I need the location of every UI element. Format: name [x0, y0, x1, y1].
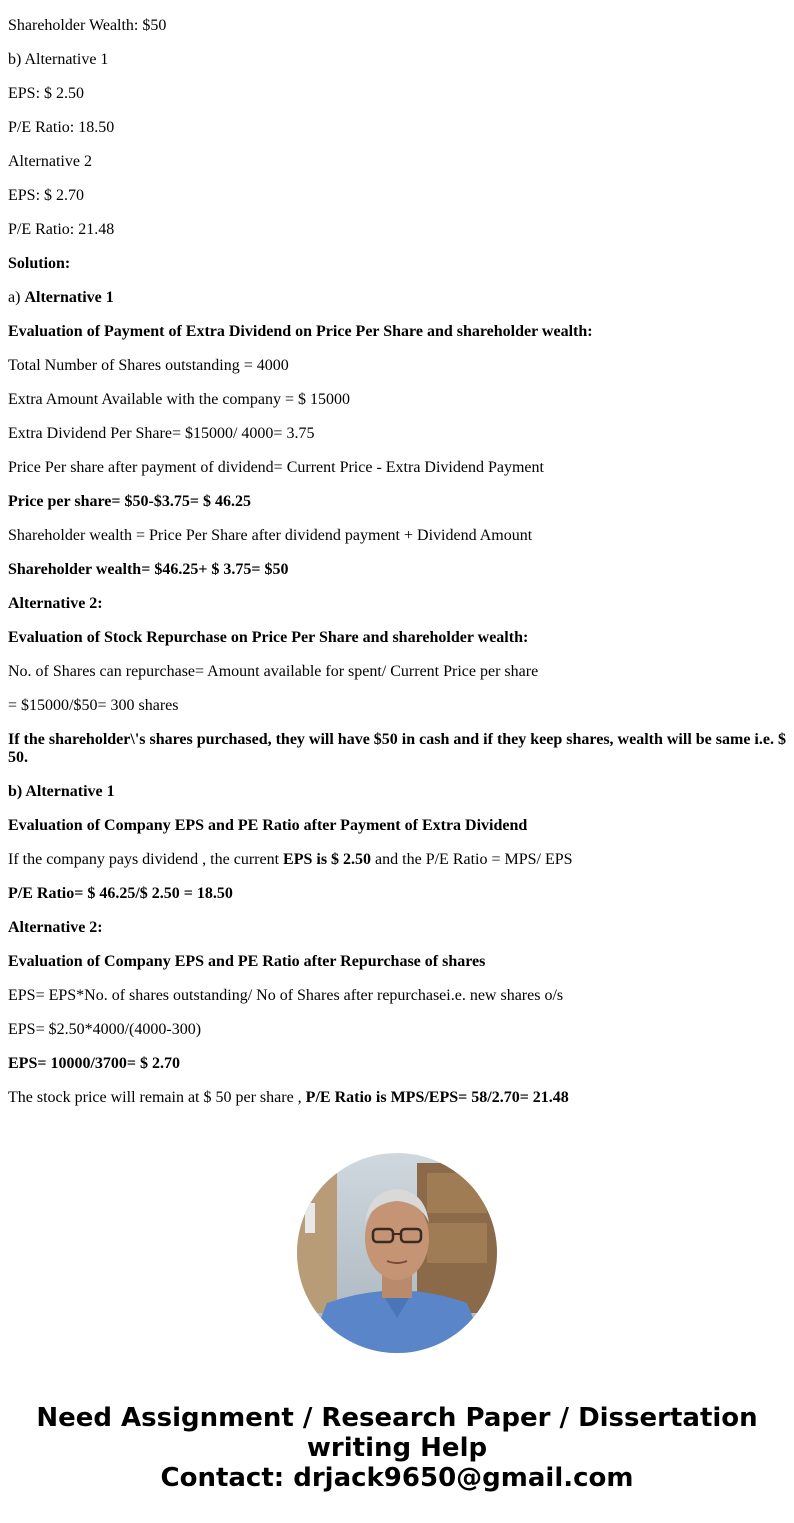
text-line: Shareholder Wealth: $50 — [8, 17, 167, 34]
text-line: Alternative 2 — [8, 153, 92, 170]
text-line: EPS= $2.50*4000/(4000-300) — [8, 1021, 202, 1038]
section-heading: Evaluation of Payment of Extra Dividend on Price Per Share and shareholder wealth: — [8, 323, 593, 340]
text-line: EPS: $ 2.70 — [8, 187, 85, 204]
result-line: Shareholder wealth= $46.25+ $ 3.75= $50 — [8, 561, 289, 578]
text-span: The stock price will remain at $ 50 per share , — [8, 1089, 306, 1106]
result-line: If the shareholder\'s shares purchased, they will have $50 in cash and if they keep shares, wealth will be same i.e. $ 50. — [8, 731, 786, 766]
footer-line: writing Help — [306, 1433, 488, 1463]
text-line — [8, 843, 786, 877]
section-heading: Evaluation of Stock Repurchase on Price Per Share and shareholder wealth: — [8, 629, 529, 646]
text-line: No. of Shares can repurchase= Amount available for spent/ Current Price per share — [8, 663, 539, 680]
text-line: b) Alternative 1 — [8, 51, 109, 68]
emphasis-span: EPS is $ 2.50 — [283, 851, 372, 868]
section-heading: Evaluation of Company EPS and PE Ratio after Payment of Extra Dividend — [8, 817, 528, 834]
section-heading: Alternative 2: — [8, 595, 103, 612]
section-heading: Alternative 2: — [8, 919, 103, 936]
section-heading: Evaluation of Company EPS and PE Ratio after Repurchase of shares — [8, 953, 486, 970]
footer-contact: Contact: drjack9650@gmail.com — [160, 1463, 634, 1493]
solution-heading: Solution: — [8, 255, 71, 272]
text-span: and the P/E Ratio = MPS/ EPS — [371, 851, 573, 868]
text-line — [8, 1081, 786, 1115]
section-heading: b) Alternative 1 — [8, 783, 115, 800]
section-heading: Alternative 1 — [24, 289, 114, 306]
text-span: If the company pays dividend , the current — [8, 851, 284, 868]
text-line: Price Per share after payment of dividend= Current Price - Extra Dividend Payment — [8, 459, 544, 476]
text-line: Total Number of Shares outstanding = 4000 — [8, 357, 289, 374]
text-line: P/E Ratio: 21.48 — [8, 221, 115, 238]
result-line: Price per share= $50-$3.75= $ 46.25 — [8, 493, 251, 510]
text-line: EPS= EPS*No. of shares outstanding/ No of Shares after repurchasei.e. new shares o/s — [8, 987, 564, 1004]
part-label: a) — [8, 289, 25, 306]
text-line: EPS: $ 2.50 — [8, 85, 85, 102]
footer-line: Need Assignment / Research Paper / Dissertation — [36, 1403, 758, 1433]
emphasis-span: P/E Ratio is MPS/EPS= 58/2.70= 21.48 — [305, 1089, 569, 1106]
text-line: Extra Dividend Per Share= $15000/ 4000= 3.75 — [8, 425, 315, 442]
text-line: Extra Amount Available with the company = $ 15000 — [8, 391, 350, 408]
author-portrait-icon — [297, 1153, 497, 1353]
text-line: P/E Ratio: 18.50 — [8, 119, 115, 136]
text-line: = $15000/$50= 300 shares — [8, 697, 179, 714]
result-line: P/E Ratio= $ 46.25/$ 2.50 = 18.50 — [8, 885, 233, 902]
text-line — [8, 281, 786, 315]
result-line: EPS= 10000/3700= $ 2.70 — [8, 1055, 181, 1072]
contact-footer — [0, 1403, 794, 1493]
text-line: Shareholder wealth = Price Per Share after dividend payment + Dividend Amount — [8, 527, 533, 544]
